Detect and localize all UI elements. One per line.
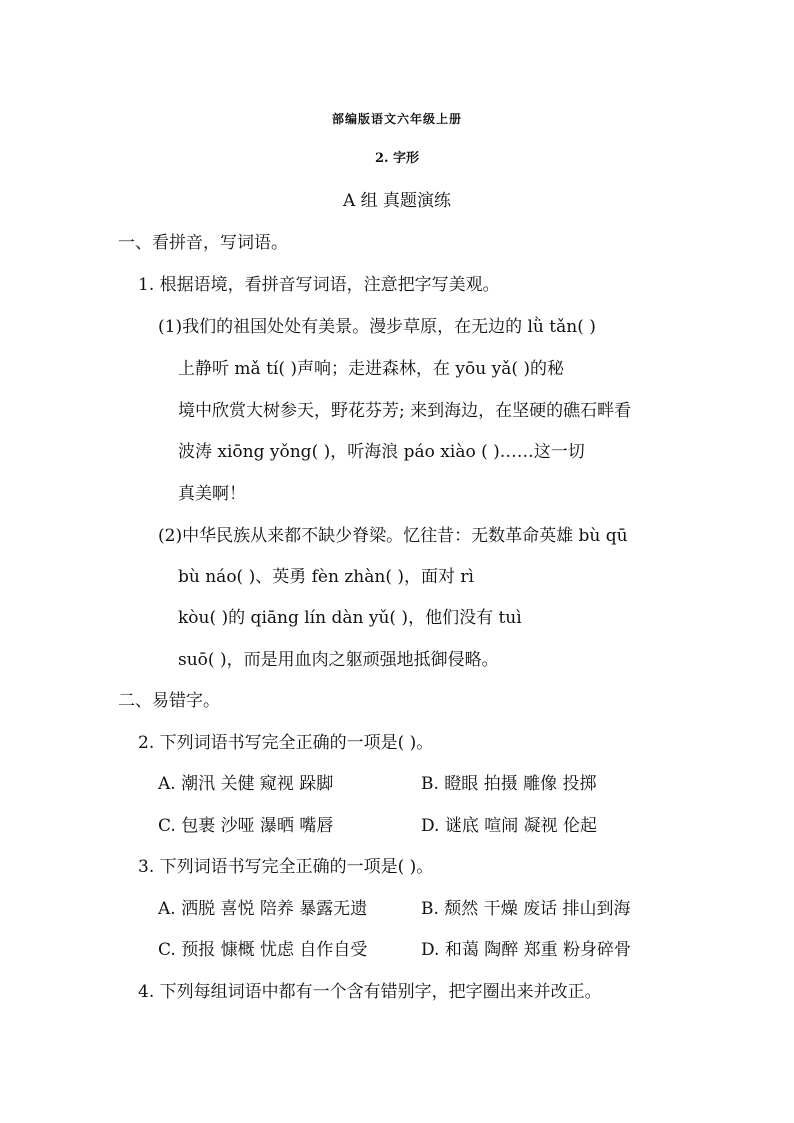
- question-1-prompt: 1. 根据语境，看拼音写词语，注意把字写美观。: [138, 275, 500, 295]
- section-2-title: 二、易错字。: [118, 691, 220, 711]
- paragraph-line: suō( )，而是用血肉之躯顽强地抵御侵略。: [178, 650, 499, 670]
- group-title: A 组 真题演练: [342, 191, 452, 211]
- paragraph-line: 波涛 xiōng yǒng( )，听海浪 páo xiào ( )……这一切: [178, 442, 585, 462]
- paragraph-line: 境中欣赏大树参天，野花芬芳; 来到海边，在坚硬的礁石畔看: [178, 401, 632, 421]
- question-2-option-a: A. 潮汛 关健 窥视 跺脚: [158, 774, 334, 794]
- section-1-title: 一、看拼音，写词语。: [118, 233, 288, 253]
- question-3-option-b: B. 颓然 干燥 废话 排山到海: [421, 899, 631, 919]
- question-3-option-d: D. 和蔼 陶醉 郑重 粉身碎骨: [421, 940, 632, 960]
- question-2-prompt: 2. 下列词语书写完全正确的一项是( )。: [138, 733, 434, 753]
- question-2-option-d: D. 谜底 喧闹 凝视 伦起: [421, 816, 598, 836]
- question-3-option-c: C. 预报 慷概 忧虑 自作自受: [158, 940, 368, 960]
- question-3-option-a: A. 洒脱 喜悦 陪养 暴露无遗: [158, 899, 368, 919]
- paragraph-line: (1)我们的祖国处处有美景。漫步草原，在无边的 lǜ tǎn( ): [158, 317, 596, 337]
- paragraph-line: kòu( )的 qiāng lín dàn yǔ( )，他们没有 tuì: [178, 608, 522, 628]
- question-4-prompt: 4. 下列每组词语中都有一个含有错别字，把字圈出来并改正。: [138, 982, 602, 1002]
- lesson-subtitle: 2. 字形: [374, 151, 420, 166]
- paragraph-line: 上静听 mǎ tí( )声响；走进森林，在 yōu yǎ( )的秘: [178, 359, 565, 379]
- paragraph-line: bù náo( )、英勇 fèn zhàn( )，面对 rì: [178, 567, 474, 587]
- paragraph-line: 真美啊！: [178, 484, 246, 504]
- paragraph-line: (2)中华民族从来都不缺少脊梁。忆往昔：无数革命英雄 bù qū: [158, 526, 628, 546]
- question-2-option-b: B. 瞪眼 拍摄 雕像 投掷: [421, 774, 597, 794]
- question-2-option-c: C. 包裹 沙哑 瀑晒 嘴唇: [158, 816, 334, 836]
- question-3-prompt: 3. 下列词语书写完全正确的一项是( )。: [138, 857, 434, 877]
- document-header: 部编版语文六年级上册: [331, 112, 462, 126]
